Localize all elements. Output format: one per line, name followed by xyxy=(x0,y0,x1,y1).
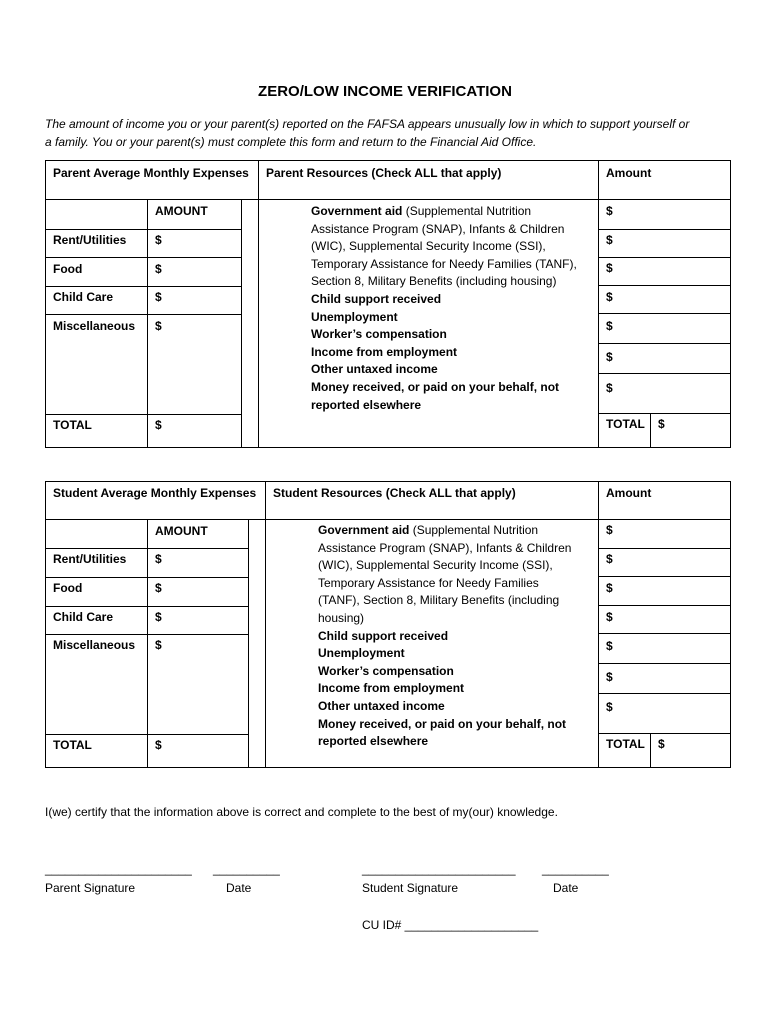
student-row-misc: Miscellaneous xyxy=(53,638,136,652)
parent-rent-amount[interactable]: $ xyxy=(155,233,162,247)
parent-res-employment: Income from employment xyxy=(311,344,458,359)
student-res-gov-aid: Government aid xyxy=(318,523,410,537)
cu-id-field[interactable]: CU ID# ____________________ xyxy=(362,918,539,932)
student-food-amount[interactable]: $ xyxy=(155,581,162,595)
page-title: ZERO/LOW INCOME VERIFICATION xyxy=(258,83,512,100)
student-res-gov-l5: (TANF), Section 8, Military Benefits (including xyxy=(318,593,560,608)
parent-res-gov-l5: Section 8, Military Benefits (including housing) xyxy=(311,274,557,289)
parent-resources-total-label: TOTAL xyxy=(606,417,645,431)
student-money-amount[interactable]: $ xyxy=(606,700,613,714)
parent-res-gov-aid: Government aid xyxy=(311,204,403,218)
student-signature-label: Student Signature xyxy=(362,881,459,895)
parent-res-money-l2: reported elsewhere xyxy=(311,397,422,412)
student-res-money-l2: reported elsewhere xyxy=(318,734,429,749)
student-row-child-care: Child Care xyxy=(53,610,114,624)
parent-workers-comp-amount[interactable]: $ xyxy=(606,290,613,304)
student-misc-amount[interactable]: $ xyxy=(155,638,162,652)
student-amount-header: Amount xyxy=(606,486,652,500)
parent-expenses-total[interactable]: $ xyxy=(155,418,162,432)
parent-total-label: TOTAL xyxy=(53,418,92,432)
student-row-food: Food xyxy=(53,581,83,595)
parent-resources-total[interactable]: $ xyxy=(658,417,665,431)
parent-expenses-header: Parent Average Monthly Expenses xyxy=(53,166,249,180)
intro-line-2: a family. You or your parent(s) must complete this form and return to the Financial Aid Office. xyxy=(45,135,537,149)
student-res-gov-l1: (Supplemental Nutrition xyxy=(409,523,539,537)
parent-res-money-l1: Money received, or paid on your behalf, not xyxy=(311,379,560,394)
parent-gov-aid-amount[interactable]: $ xyxy=(606,204,613,218)
parent-row-misc: Miscellaneous xyxy=(53,319,136,333)
student-amount-col-label: AMOUNT xyxy=(155,524,208,538)
student-resources-total[interactable]: $ xyxy=(658,737,665,751)
parent-misc-amount[interactable]: $ xyxy=(155,319,162,333)
student-res-unemployment: Unemployment xyxy=(318,646,405,661)
parent-date-label: Date xyxy=(226,881,252,895)
student-row-rent: Rent/Utilities xyxy=(53,552,127,566)
student-child-support-amount[interactable]: $ xyxy=(606,552,613,566)
parent-signature-label: Parent Signature xyxy=(45,881,136,895)
parent-res-gov-l2: Assistance Program (SNAP), Infants & Children xyxy=(311,221,565,236)
parent-amount-col-label: AMOUNT xyxy=(155,204,208,218)
student-date-label: Date xyxy=(553,881,579,895)
student-res-gov-l4: Temporary Assistance for Needy Families xyxy=(318,575,539,590)
parent-resources-list xyxy=(311,203,577,414)
student-expenses-header: Student Average Monthly Expenses xyxy=(53,486,257,500)
certification-statement: I(we) certify that the information above is correct and complete to the best of my(our) knowledge. xyxy=(45,805,558,819)
parent-res-other: Other untaxed income xyxy=(311,362,438,377)
parent-signature-line[interactable]: ______________________ xyxy=(45,862,192,876)
parent-employment-amount[interactable]: $ xyxy=(606,319,613,333)
parent-res-unemployment: Unemployment xyxy=(311,309,398,324)
parent-resources-header: Parent Resources (Check ALL that apply) xyxy=(266,166,502,180)
student-total-label: TOTAL xyxy=(53,738,92,752)
student-res-gov-l6: housing) xyxy=(318,610,365,625)
parent-money-amount[interactable]: $ xyxy=(606,381,613,395)
student-resources-total-label: TOTAL xyxy=(606,737,645,751)
parent-unemployment-amount[interactable]: $ xyxy=(606,261,613,275)
parent-res-gov-l1: (Supplemental Nutrition xyxy=(402,204,532,218)
student-resources-header: Student Resources (Check ALL that apply) xyxy=(273,486,516,500)
student-date-line[interactable]: __________ xyxy=(542,862,609,876)
parent-row-food: Food xyxy=(53,262,83,276)
student-signature-line[interactable]: _______________________ xyxy=(362,862,516,876)
parent-row-child-care: Child Care xyxy=(53,290,114,304)
student-res-money-l1: Money received, or paid on your behalf, not xyxy=(318,716,567,731)
student-res-child-support: Child support received xyxy=(318,628,449,643)
student-res-other: Other untaxed income xyxy=(318,698,445,713)
parent-date-line[interactable]: __________ xyxy=(213,862,280,876)
student-child-care-amount[interactable]: $ xyxy=(155,610,162,624)
student-rent-amount[interactable]: $ xyxy=(155,552,162,566)
parent-row-rent: Rent/Utilities xyxy=(53,233,127,247)
student-other-amount[interactable]: $ xyxy=(606,670,613,684)
student-res-employment: Income from employment xyxy=(318,681,465,696)
student-res-workers-comp: Worker’s compensation xyxy=(318,663,454,678)
student-resources-list xyxy=(318,522,571,751)
student-expenses-total[interactable]: $ xyxy=(155,738,162,752)
student-res-gov-l3: (WIC), Supplemental Security Income (SSI), xyxy=(318,558,553,573)
intro-text xyxy=(45,115,735,151)
student-gov-aid-amount[interactable]: $ xyxy=(606,523,613,537)
student-employment-amount[interactable]: $ xyxy=(606,639,613,653)
parent-res-child-support: Child support received xyxy=(311,291,442,306)
parent-child-support-amount[interactable]: $ xyxy=(606,233,613,247)
student-workers-comp-amount[interactable]: $ xyxy=(606,610,613,624)
parent-food-amount[interactable]: $ xyxy=(155,262,162,276)
parent-res-gov-l4: Temporary Assistance for Needy Families (TANF), xyxy=(311,256,577,271)
parent-other-amount[interactable]: $ xyxy=(606,350,613,364)
parent-amount-header: Amount xyxy=(606,166,652,180)
parent-child-care-amount[interactable]: $ xyxy=(155,290,162,304)
student-res-gov-l2: Assistance Program (SNAP), Infants & Children xyxy=(318,540,572,555)
student-unemployment-amount[interactable]: $ xyxy=(606,581,613,595)
intro-line-1: The amount of income you or your parent(s) reported on the FAFSA appears unusually low in which to support yourself or xyxy=(45,117,690,131)
parent-res-gov-l3: (WIC), Supplemental Security Income (SSI), xyxy=(311,239,546,254)
parent-res-workers-comp: Worker’s compensation xyxy=(311,327,447,342)
